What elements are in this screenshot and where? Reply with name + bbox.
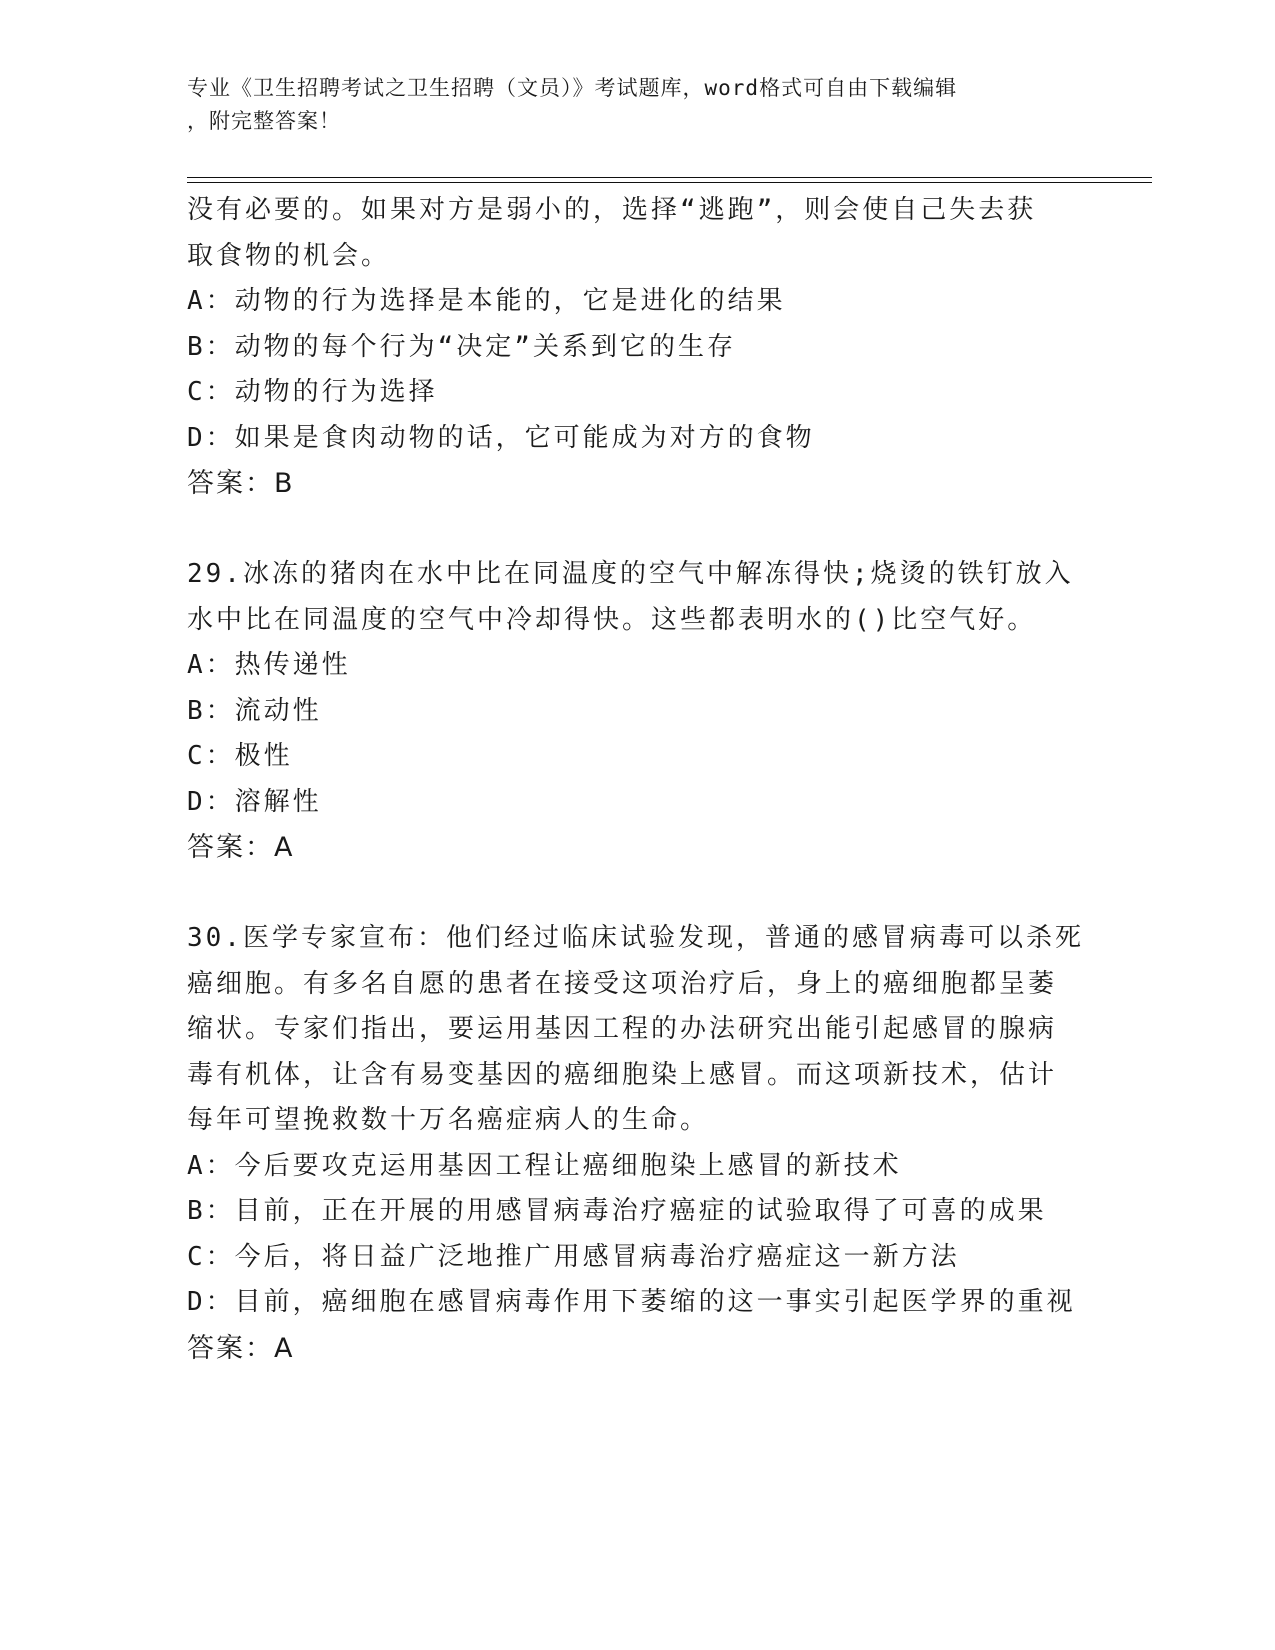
- question-stem-line: 取食物的机会。: [187, 240, 391, 271]
- option-d: D：目前，癌细胞在感冒病毒作用下萎缩的这一事实引起医学界的重视: [187, 1287, 1076, 1317]
- document-header: [187, 72, 1067, 138]
- question-stem-line: 30.医学专家宣布：他们经过临床试验发现，普通的感冒病毒可以杀死: [187, 923, 1084, 953]
- question-stem-line: 毒有机体，让含有易变基因的癌细胞染上感冒。而这项新技术，估计: [187, 1059, 1058, 1090]
- question-28-continued: [187, 188, 1087, 507]
- option-b: B：流动性: [187, 695, 322, 726]
- option-c: C：动物的行为选择: [187, 377, 438, 407]
- header-divider-bottom: [187, 182, 1152, 183]
- header-line-1: 专业《卫生招聘考试之卫生招聘（文员）》考试题库，word格式可自由下载编辑: [187, 76, 958, 100]
- document-body: [187, 188, 1087, 1371]
- answer-label: 答案：B: [187, 468, 295, 499]
- header-divider-top: [187, 177, 1152, 178]
- question-stem-line: 水中比在同温度的空气中冷却得快。这些都表明水的()比空气好。: [187, 604, 1037, 635]
- option-b: B：目前，正在开展的用感冒病毒治疗癌症的试验取得了可喜的成果: [187, 1196, 1047, 1226]
- header-line-2: ，附完整答案！: [187, 109, 341, 133]
- option-a: A：今后要攻克运用基因工程让癌细胞染上感冒的新技术: [187, 1150, 902, 1181]
- option-d: D：溶解性: [187, 786, 322, 817]
- spacer: [187, 507, 1087, 553]
- option-a: A：动物的行为选择是本能的，它是进化的结果: [187, 286, 786, 316]
- option-d: D：如果是食肉动物的话，它可能成为对方的食物: [187, 422, 815, 453]
- option-c: C：极性: [187, 741, 293, 771]
- question-stem-line: 没有必要的。如果对方是弱小的，选择“逃跑”，则会使自己失去获: [187, 195, 1037, 225]
- spacer: [187, 871, 1087, 917]
- question-stem-line: 29.冰冻的猪肉在水中比在同温度的空气中解冻得快;烧烫的铁钉放入: [187, 559, 1074, 589]
- question-stem-line: 每年可望挽救数十万名癌症病人的生命。: [187, 1105, 710, 1135]
- question-stem-line: 癌细胞。有多名自愿的患者在接受这项治疗后，身上的癌细胞都呈萎: [187, 968, 1058, 999]
- question-30: [187, 916, 1087, 1371]
- question-29: [187, 552, 1087, 871]
- option-b: B：动物的每个行为“决定”关系到它的生存: [187, 331, 736, 362]
- answer-label: 答案：A: [187, 832, 295, 863]
- option-c: C：今后，将日益广泛地推广用感冒病毒治疗癌症这一新方法: [187, 1241, 960, 1272]
- option-a: A：热传递性: [187, 650, 351, 680]
- question-stem-line: 缩状。专家们指出，要运用基因工程的办法研究出能引起感冒的腺病: [187, 1014, 1058, 1044]
- answer-label: 答案：A: [187, 1332, 295, 1364]
